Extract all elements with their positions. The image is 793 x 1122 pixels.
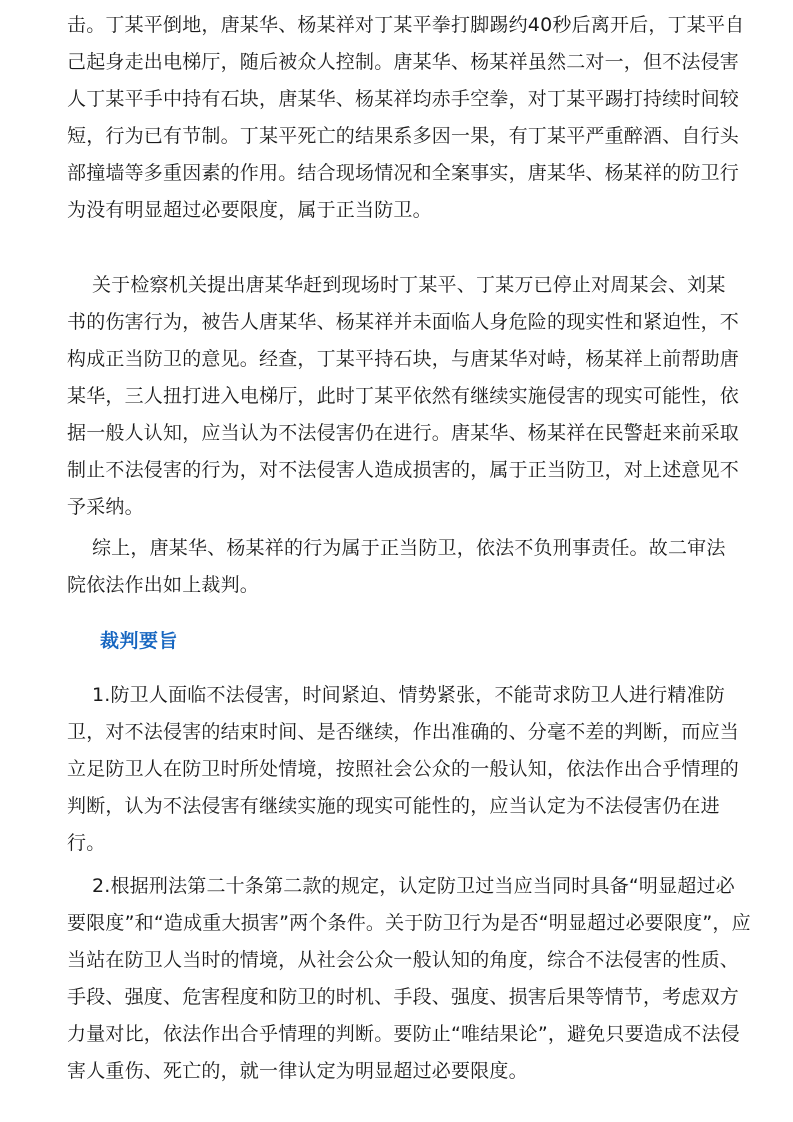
text-line: 己起身走出电梯厅，随后被众人控制。唐某华、杨某祥虽然二对一，但不法侵害 (67, 51, 740, 73)
text-line: 制止不法侵害的行为，对不法侵害人造成损害的，属于正当防卫，对上述意见不 (67, 459, 740, 481)
point-2 (67, 868, 751, 1090)
paragraph-conclusion (67, 530, 737, 604)
text-line: 部撞墙等多重因素的作用。结合现场情况和全案事实，唐某华、杨某祥的防卫行 (67, 162, 740, 184)
text-line: 短，行为已有节制。丁某平死亡的结果系多因一果，有丁某平严重醉酒、自行头 (67, 125, 740, 147)
text-line: 1.防卫人面临不法侵害，时间紧迫、情势紧张，不能苛求防卫人进行精准防 (67, 684, 725, 706)
text-line: 2.根据刑法第二十条第二款的规定，认定防卫过当应当同时具备“明显超过必 (67, 875, 735, 897)
text-line: 为没有明显超过必要限度，属于正当防卫。 (67, 199, 432, 221)
point-1 (67, 677, 740, 862)
text-line: 据一般人认知，应当认为不法侵害仍在进行。唐某华、杨某祥在民警赶来前采取 (67, 422, 740, 444)
text-line: 害人重伤、死亡的，就一律认定为明显超过必要限度。 (67, 1060, 528, 1082)
section-heading: 裁判要旨 (100, 630, 179, 652)
paragraph-reasoning-2 (67, 267, 740, 526)
text-line: 构成正当防卫的意见。经查，丁某平持石块，与唐某华对峙，杨某祥上前帮助唐 (67, 348, 740, 370)
text-line: 判断，认为不法侵害有继续实施的现实可能性的，应当认定为不法侵害仍在进 (67, 795, 720, 817)
text-line: 予采纳。 (67, 496, 144, 518)
text-line: 行。 (67, 832, 106, 854)
text-line: 关于检察机关提出唐某华赶到现场时丁某平、丁某万已停止对周某会、刘某 (67, 274, 726, 296)
text-line: 院依法作出如上裁判。 (67, 574, 260, 596)
text-line: 卫，对不法侵害的结束时间、是否继续，作出准确的、分毫不差的判断，而应当 (67, 721, 740, 743)
text-line: 力量对比，依法作出合乎情理的判断。要防止“唯结果论”，避免只要造成不法侵 (67, 1023, 740, 1045)
text-line: 立足防卫人在防卫时所处情境，按照社会公众的一般认知，依法作出合乎情理的 (67, 758, 740, 780)
text-line: 要限度”和“造成重大损害”两个条件。关于防卫行为是否“明显超过必要限度”，应 (67, 912, 751, 934)
text-line: 手段、强度、危害程度和防卫的时机、手段、强度、损害后果等情节，考虑双方 (67, 986, 740, 1008)
text-line: 某华，三人扭打进入电梯厅，此时丁某平依然有继续实施侵害的现实可能性，依 (67, 385, 740, 407)
paragraph-reasoning-1 (67, 7, 745, 229)
text-line: 综上，唐某华、杨某祥的行为属于正当防卫，依法不负刑事责任。故二审法 (67, 537, 726, 559)
text-line: 击。丁某平倒地，唐某华、杨某祥对丁某平拳打脚踢约40秒后离开后，丁某平自 (67, 14, 745, 36)
text-line: 当站在防卫人当时的情境，从社会公众一般认知的角度，综合不法侵害的性质、 (67, 949, 740, 971)
text-line: 书的伤害行为，被告人唐某华、杨某祥并未面临人身危险的现实性和紧迫性，不 (67, 311, 740, 333)
text-line: 人丁某平手中持有石块，唐某华、杨某祥均赤手空拳，对丁某平踢打持续时间较 (67, 88, 740, 110)
